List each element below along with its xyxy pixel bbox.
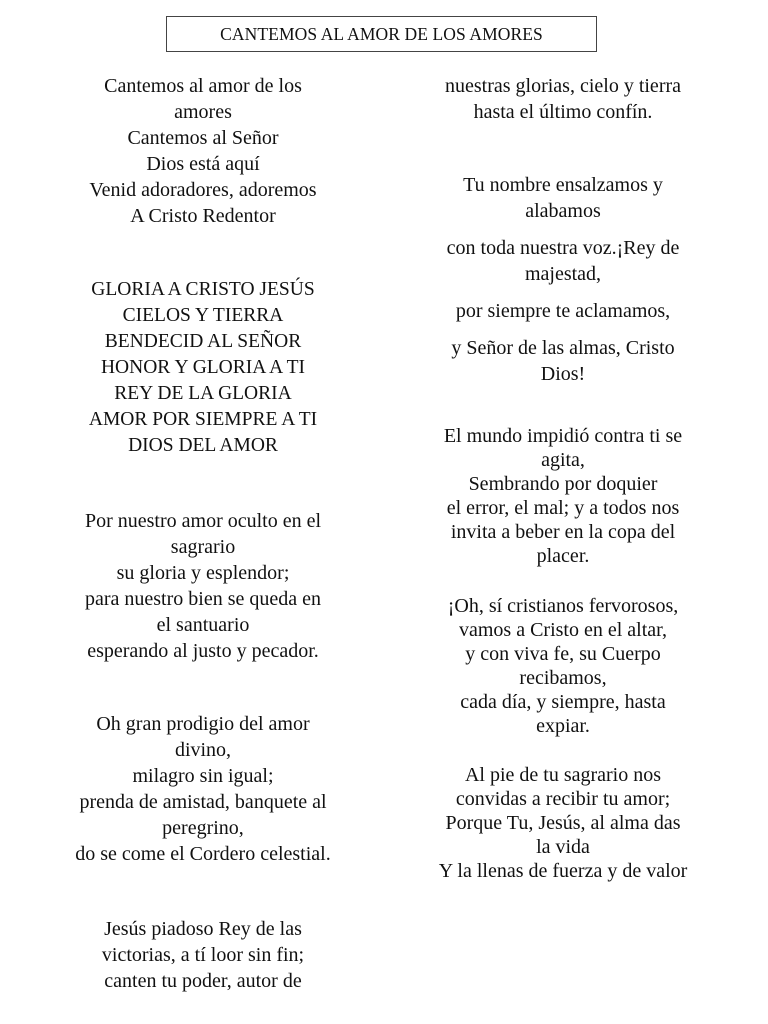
song-title: CANTEMOS AL AMOR DE LOS AMORES [220, 23, 543, 44]
lyric-line: Cantemos al Señor [127, 127, 279, 149]
right-stanza-6 [388, 424, 738, 568]
lyric-line: Venid adoradores, adoremos [89, 179, 317, 201]
right-stanza-3 [388, 235, 738, 287]
lyric-line: recibamos, [519, 667, 607, 689]
lyric-line: milagro sin igual; [132, 765, 274, 787]
lyric-line: invita a beber en la copa del [450, 521, 676, 543]
lyric-line: cada día, y siempre, hasta [460, 691, 666, 713]
lyric-line: amores [174, 101, 232, 123]
lyric-line: esperando al justo y pecador. [87, 640, 319, 662]
lyric-line: peregrino, [162, 817, 244, 839]
lyric-line: Tu nombre ensalzamos y [463, 174, 663, 196]
left-stanza-2-chorus [28, 277, 378, 459]
right-stanza-8 [388, 763, 738, 883]
chorus-line: GLORIA A CRISTO JESÚS [91, 279, 315, 300]
lyric-line: alabamos [525, 200, 601, 222]
lyric-line: convidas a recibir tu amor; [455, 788, 671, 810]
lyric-line: con toda nuestra voz.¡Rey de [446, 237, 680, 259]
chorus-line: REY DE LA GLORIA [114, 383, 292, 404]
lyric-line: y con viva fe, su Cuerpo [465, 643, 661, 665]
lyric-line: su gloria y esplendor; [116, 562, 290, 584]
lyric-line: expiar. [536, 715, 590, 737]
lyric-line: por siempre te aclamamos, [455, 300, 671, 322]
lyric-line: placer. [536, 545, 590, 567]
lyric-line: Porque Tu, Jesús, al alma das [445, 812, 681, 834]
chorus-line: HONOR Y GLORIA A TI [100, 357, 306, 378]
lyric-line: la vida [536, 836, 590, 858]
right-stanza-7 [388, 594, 738, 738]
lyric-line: sagrario [170, 536, 236, 558]
lyric-line: Sembrando por doquier [468, 473, 658, 495]
lyric-line: ¡Oh, sí cristianos fervorosos, [447, 595, 679, 617]
lyric-line: el error, el mal; y a todos nos [446, 497, 680, 519]
lyric-line: Cantemos al amor de los [104, 75, 302, 97]
left-stanza-1 [28, 73, 378, 229]
chorus-line: DIOS DEL AMOR [128, 435, 278, 456]
chorus-line: AMOR POR SIEMPRE A TI [88, 409, 318, 430]
lyric-line: El mundo impidió contra ti se [443, 425, 683, 447]
lyric-line: Y la llenas de fuerza y de valor [438, 860, 688, 882]
lyric-line: y Señor de las almas, Cristo [451, 337, 675, 359]
right-stanza-5 [388, 335, 738, 387]
right-stanza-2 [388, 172, 738, 224]
lyric-line: canten tu poder, autor de [104, 970, 302, 992]
song-title-box [166, 16, 597, 52]
chorus-line: BENDECID AL SEÑOR [104, 331, 302, 352]
lyric-line: Dios está aquí [146, 153, 260, 175]
left-stanza-3 [28, 508, 378, 664]
lyric-line: do se come el Cordero celestial. [75, 843, 331, 865]
lyric-line: para nuestro bien se queda en [84, 588, 321, 610]
lyric-line: agita, [541, 449, 585, 471]
lyric-line: Por nuestro amor oculto en el [84, 510, 322, 532]
lyric-line: vamos a Cristo en el altar, [458, 619, 668, 641]
chorus-line: CIELOS Y TIERRA [122, 305, 284, 326]
lyric-line: Al pie de tu sagrario nos [464, 764, 662, 786]
right-stanza-1 [388, 73, 738, 125]
lyric-line: Oh gran prodigio del amor [96, 713, 310, 735]
lyric-line: Jesús piadoso Rey de las [104, 918, 302, 940]
lyric-line: victorias, a tí loor sin fin; [101, 944, 305, 966]
left-stanza-4 [28, 711, 378, 867]
lyric-line: Dios! [540, 363, 586, 385]
lyric-line: el santuario [156, 614, 250, 636]
left-stanza-5 [28, 916, 378, 994]
lyric-line: majestad, [524, 263, 602, 285]
lyric-line: prenda de amistad, banquete al [79, 791, 327, 813]
right-stanza-4 [388, 298, 738, 324]
lyric-line: hasta el último confín. [473, 101, 653, 123]
lyric-line: nuestras glorias, cielo y tierra [444, 75, 682, 97]
lyric-line: A Cristo Redentor [130, 205, 276, 227]
lyric-line: divino, [174, 739, 232, 761]
